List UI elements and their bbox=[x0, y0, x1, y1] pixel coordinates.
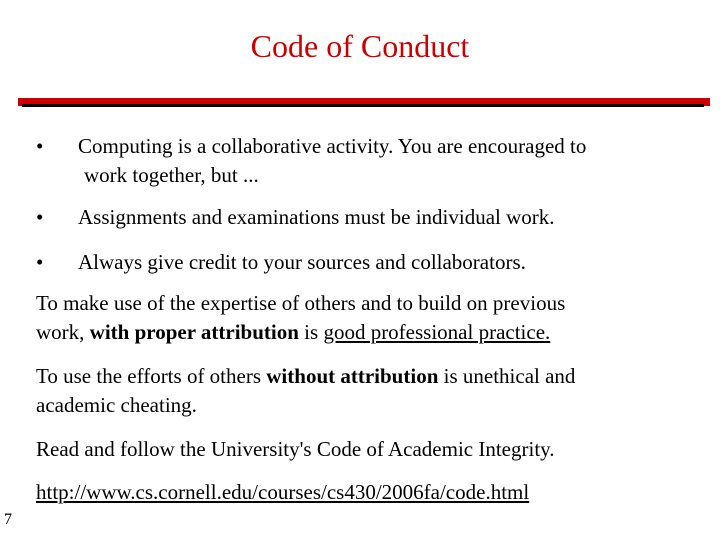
paragraph-cheating-line-1 bbox=[36, 363, 696, 389]
code-of-conduct-link[interactable]: http://www.cs.cornell.edu/courses/cs430/2006fa/code.html bbox=[36, 480, 530, 504]
bullet-glyph: • bbox=[36, 250, 44, 274]
para-text: is bbox=[298, 320, 324, 344]
paragraph-attribution-line-2 bbox=[36, 319, 696, 345]
title-divider-shadow bbox=[22, 104, 704, 107]
para-text: To use the efforts of others bbox=[36, 364, 267, 388]
bullet-text: Assignments and examinations must be individual work. bbox=[78, 205, 555, 229]
bullet-text-continuation: work together, but ... bbox=[84, 163, 259, 187]
para-underlined-text: good professional practice. bbox=[323, 320, 551, 344]
code-link-row bbox=[36, 479, 696, 505]
para-text: is unethical and bbox=[438, 364, 576, 388]
bullet-glyph: • bbox=[36, 134, 44, 158]
paragraph-attribution-line-1: To make use of the expertise of others and to build on previous bbox=[36, 291, 566, 315]
slide-title: Code of Conduct bbox=[250, 28, 470, 64]
para-text: work, bbox=[36, 320, 90, 344]
para-bold-text: without attribution bbox=[266, 364, 439, 388]
paragraph-integrity: Read and follow the University's Code of Academic Integrity. bbox=[36, 437, 555, 461]
paragraph-cheating-line-2: academic cheating. bbox=[36, 393, 197, 417]
bullet-text: Always give credit to your sources and collaborators. bbox=[78, 250, 526, 274]
bullet-glyph: • bbox=[36, 205, 44, 229]
page-number: 7 bbox=[4, 511, 12, 528]
bullet-text: Computing is a collaborative activity. You are encouraged to bbox=[78, 134, 587, 158]
para-bold-text: with proper attribution bbox=[89, 320, 299, 344]
